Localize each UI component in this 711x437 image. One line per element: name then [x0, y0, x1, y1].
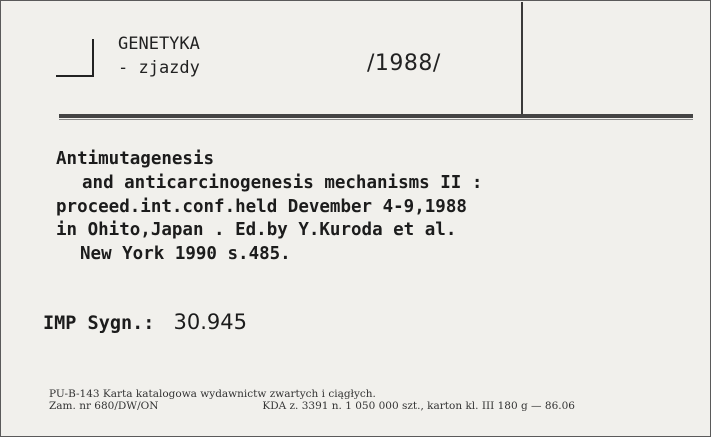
- entry-line-4: in Ohito,Japan . Ed.by Y.Kuroda et al.: [56, 220, 457, 241]
- catalog-entry: [56, 148, 482, 267]
- entry-line-5: New York 1990 s.485.: [80, 244, 291, 265]
- year-tag: /1988/: [367, 51, 441, 76]
- signature-label: IMP Sygn.:: [43, 313, 155, 334]
- subject-block: [118, 32, 200, 80]
- entry-line-3: proceed.int.conf.held Devember 4-9,1988: [56, 196, 467, 217]
- footer-line-1: PU-B-143 Karta katalogowa wydawnictw zwartych i ciągłych.: [49, 388, 376, 400]
- footer-line-2: [49, 400, 575, 412]
- card-footer: [49, 388, 575, 412]
- footer-order-number: Zam. nr 680/DW/ON: [49, 400, 159, 412]
- entry-line-2: and anticarcinogenesis mechanisms II :: [82, 172, 483, 193]
- subject-heading: GENETYKA: [118, 34, 200, 54]
- subject-subheading: - zjazdy: [118, 58, 200, 78]
- footer-print-info: KDA z. 3391 n. 1 050 000 szt., karton kl. III 180 g — 86.06: [262, 400, 575, 412]
- header-rule-thin: [59, 119, 693, 120]
- entry-line-1: Antimutagenesis: [56, 149, 215, 169]
- signature-line: [43, 310, 247, 334]
- vertical-divider: [521, 2, 523, 114]
- signature-value: 30.945: [173, 310, 248, 334]
- header-rule: [59, 114, 693, 118]
- corner-bracket-mark: [56, 39, 94, 77]
